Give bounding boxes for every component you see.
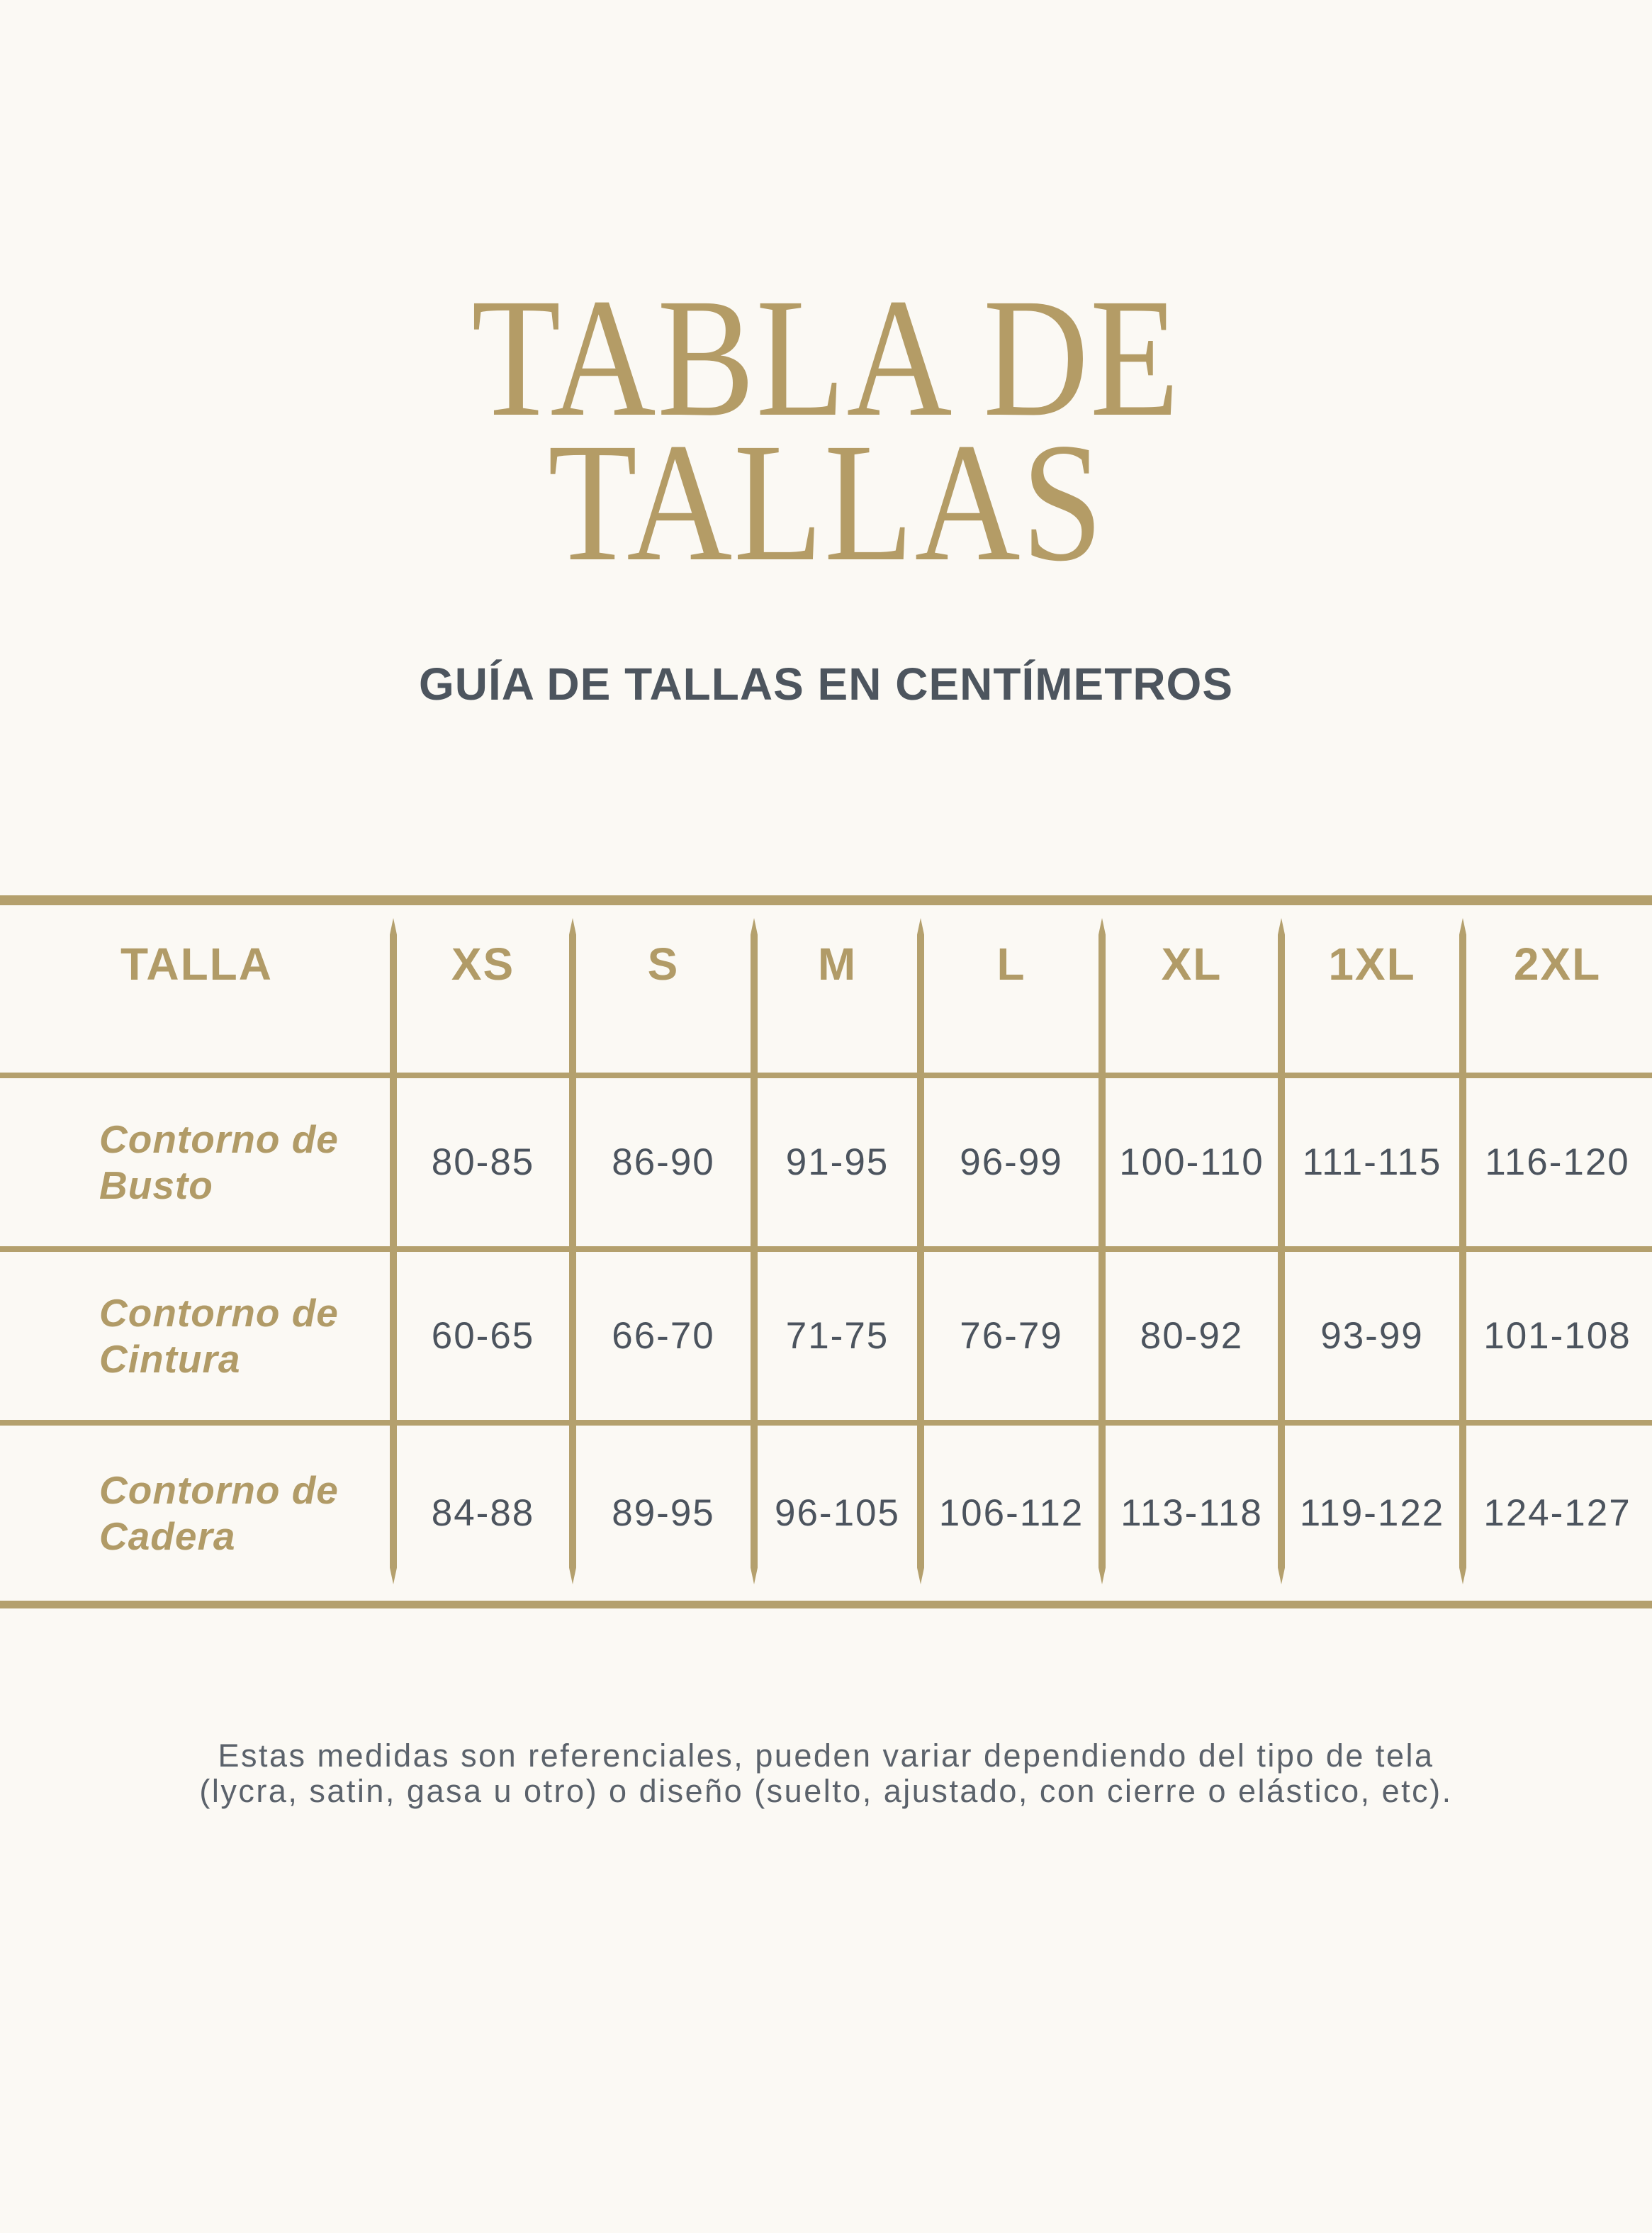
row-label-busto: Contorno de Busto	[99, 1117, 339, 1207]
footnote	[0, 1738, 1652, 1810]
table-cell: 89-95	[612, 1492, 715, 1534]
footnote-line2: (lycra, satin, gasa u otro) o diseño (suelto, ajustado, con cierre o elástico, etc).	[199, 1773, 1453, 1810]
table-row-busto	[0, 1078, 1652, 1246]
table-cell: 119-122	[1299, 1492, 1445, 1534]
table-cell: 71-75	[785, 1315, 889, 1357]
table-cell: 60-65	[431, 1315, 535, 1357]
column-header-1xl: 1XL	[1328, 939, 1416, 990]
row-label-cadera: Contorno de Cadera	[99, 1468, 339, 1558]
row-label-cintura: Contorno de Cintura	[99, 1291, 339, 1381]
table-cell: 116-120	[1485, 1141, 1630, 1183]
table-cell: 106-112	[938, 1492, 1084, 1534]
column-header-l: L	[996, 939, 1026, 990]
table-cell: 91-95	[785, 1141, 889, 1183]
table-cell: 96-105	[774, 1492, 901, 1534]
table-cell: 76-79	[960, 1315, 1063, 1357]
table-cell: 100-110	[1119, 1141, 1264, 1183]
page-title	[116, 263, 1536, 596]
page-title-line1: TABLA DE	[471, 263, 1181, 452]
size-table	[0, 895, 1652, 1608]
table-cell: 101-108	[1483, 1315, 1631, 1357]
column-header-xs: XS	[451, 939, 515, 990]
footnote-line1: Estas medidas son referenciales, pueden variar dependiendo del tipo de tela	[218, 1737, 1434, 1774]
page-subtitle: GUÍA DE TALLAS EN CENTÍMETROS	[419, 659, 1233, 710]
column-header-2xl: 2XL	[1513, 939, 1602, 990]
table-cell: 111-115	[1302, 1141, 1442, 1183]
row-divider-line-2	[0, 1420, 1652, 1426]
table-cell: 86-90	[612, 1141, 715, 1183]
table-bottom-border	[0, 1601, 1652, 1608]
table-cell: 93-99	[1320, 1315, 1424, 1357]
table-cell: 96-99	[960, 1141, 1063, 1183]
table-row-cadera	[0, 1426, 1652, 1601]
table-cell: 124-127	[1483, 1492, 1631, 1534]
column-header-s: S	[647, 939, 680, 990]
column-header-talla: TALLA	[120, 939, 273, 990]
column-header-m: M	[817, 939, 858, 990]
table-cell: 84-88	[431, 1492, 535, 1534]
table-cell: 80-85	[431, 1141, 535, 1183]
page-title-line2: TALLAS	[548, 408, 1104, 596]
row-divider-line-1	[0, 1246, 1652, 1252]
column-header-xl: XL	[1161, 939, 1223, 990]
table-cell: 66-70	[612, 1315, 715, 1357]
table-row-cintura	[0, 1252, 1652, 1420]
table-top-border	[0, 895, 1652, 905]
table-cell: 80-92	[1140, 1315, 1244, 1357]
table-header-row	[0, 905, 1652, 1073]
table-cell: 113-118	[1120, 1492, 1263, 1534]
header-divider-line	[0, 1073, 1652, 1078]
